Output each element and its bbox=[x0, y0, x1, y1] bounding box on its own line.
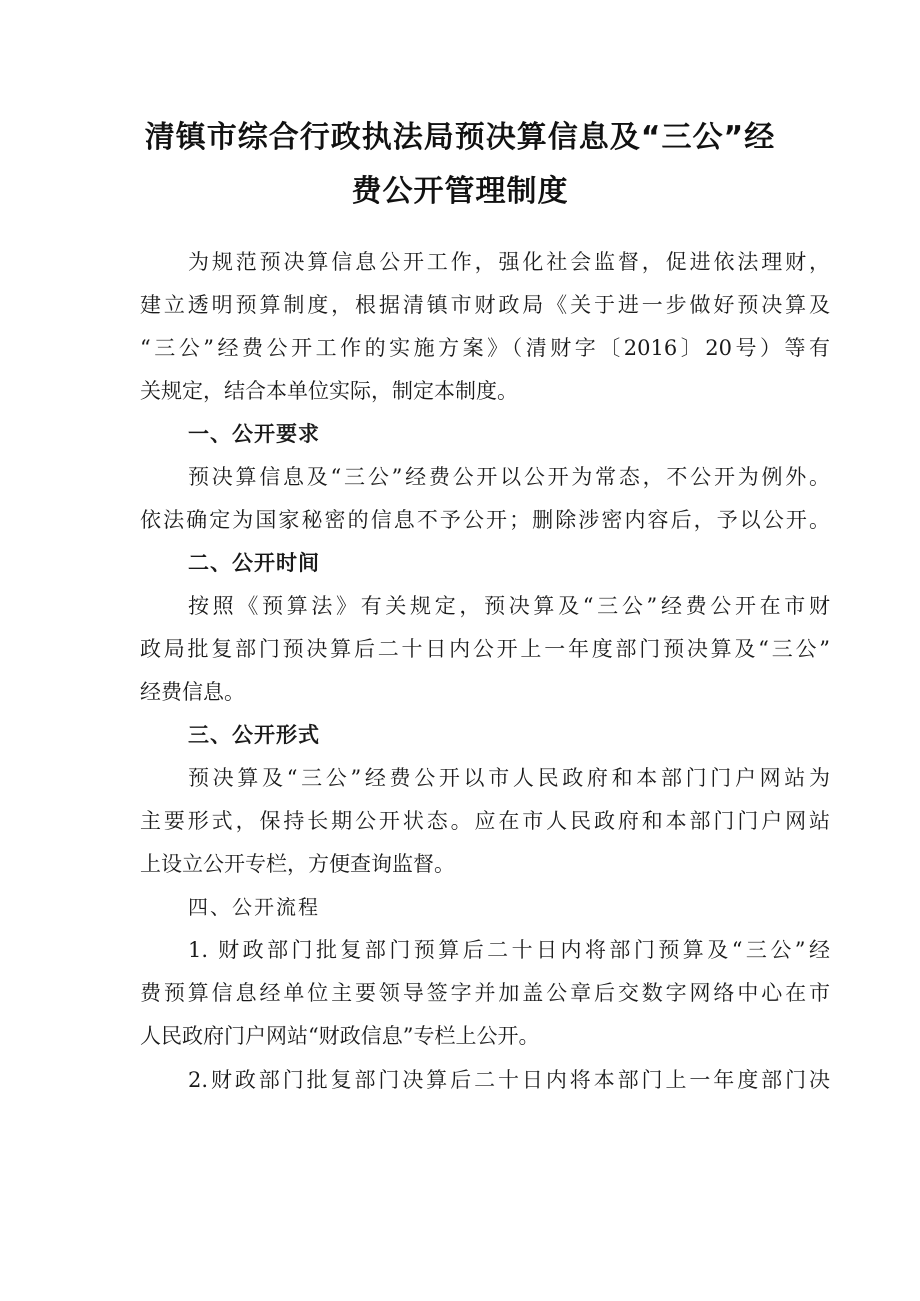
intro-line-2: 建立透明预算制度，根据清镇市财政局《关于进一步做好预决算及 bbox=[140, 293, 830, 317]
section-3-heading: 三、公开形式 bbox=[188, 723, 320, 747]
document-title-line-1: 清镇市综合行政执法局预决算信息及“三公”经 bbox=[144, 120, 776, 155]
section-1-heading: 一、公开要求 bbox=[188, 422, 320, 446]
document-title-line-2: 费公开管理制度 bbox=[351, 174, 569, 209]
intro-line-3: “三公”经费公开工作的实施方案》（清财字〔2016〕20号）等有 bbox=[140, 336, 830, 360]
section-4-item-1-line-1: 1. 财政部门批复部门预算后二十日内将部门预算及“三公”经 bbox=[188, 938, 830, 962]
section-4-heading: 四、公开流程 bbox=[188, 895, 320, 919]
section-2-heading: 二、公开时间 bbox=[188, 551, 320, 575]
section-4-item-1-line-3: 人民政府门户网站“财政信息”专栏上公开。 bbox=[140, 1024, 540, 1048]
section-2-line-3: 经费信息。 bbox=[140, 680, 245, 704]
intro-line-1: 为规范预决算信息公开工作，强化社会监督，促进依法理财， bbox=[188, 250, 830, 274]
intro-line-4: 关规定，结合本单位实际，制定本制度。 bbox=[140, 379, 518, 403]
section-3-line-3: 上设立公开专栏，方便查询监督。 bbox=[140, 852, 455, 876]
section-1-line-2: 依法确定为国家秘密的信息不予公开；删除涉密内容后，予以公开。 bbox=[140, 508, 830, 532]
section-2-line-1: 按照《预算法》有关规定，预决算及“三公”经费公开在市财 bbox=[188, 594, 830, 618]
section-4-item-2-line-1: 2.财政部门批复部门决算后二十日内将本部门上一年度部门决 bbox=[188, 1068, 830, 1092]
section-3-line-2: 主要形式，保持长期公开状态。应在市人民政府和本部门门户网站 bbox=[140, 809, 830, 833]
section-3-line-1: 预决算及“三公”经费公开以市人民政府和本部门门户网站为 bbox=[188, 766, 830, 790]
section-1-line-1: 预决算信息及“三公”经费公开以公开为常态，不公开为例外。 bbox=[188, 465, 830, 489]
section-2-line-2: 政局批复部门预决算后二十日内公开上一年度部门预决算及“三公” bbox=[140, 637, 830, 661]
section-4-item-1-line-2: 费预算信息经单位主要领导签字并加盖公章后交数字网络中心在市 bbox=[140, 981, 830, 1005]
